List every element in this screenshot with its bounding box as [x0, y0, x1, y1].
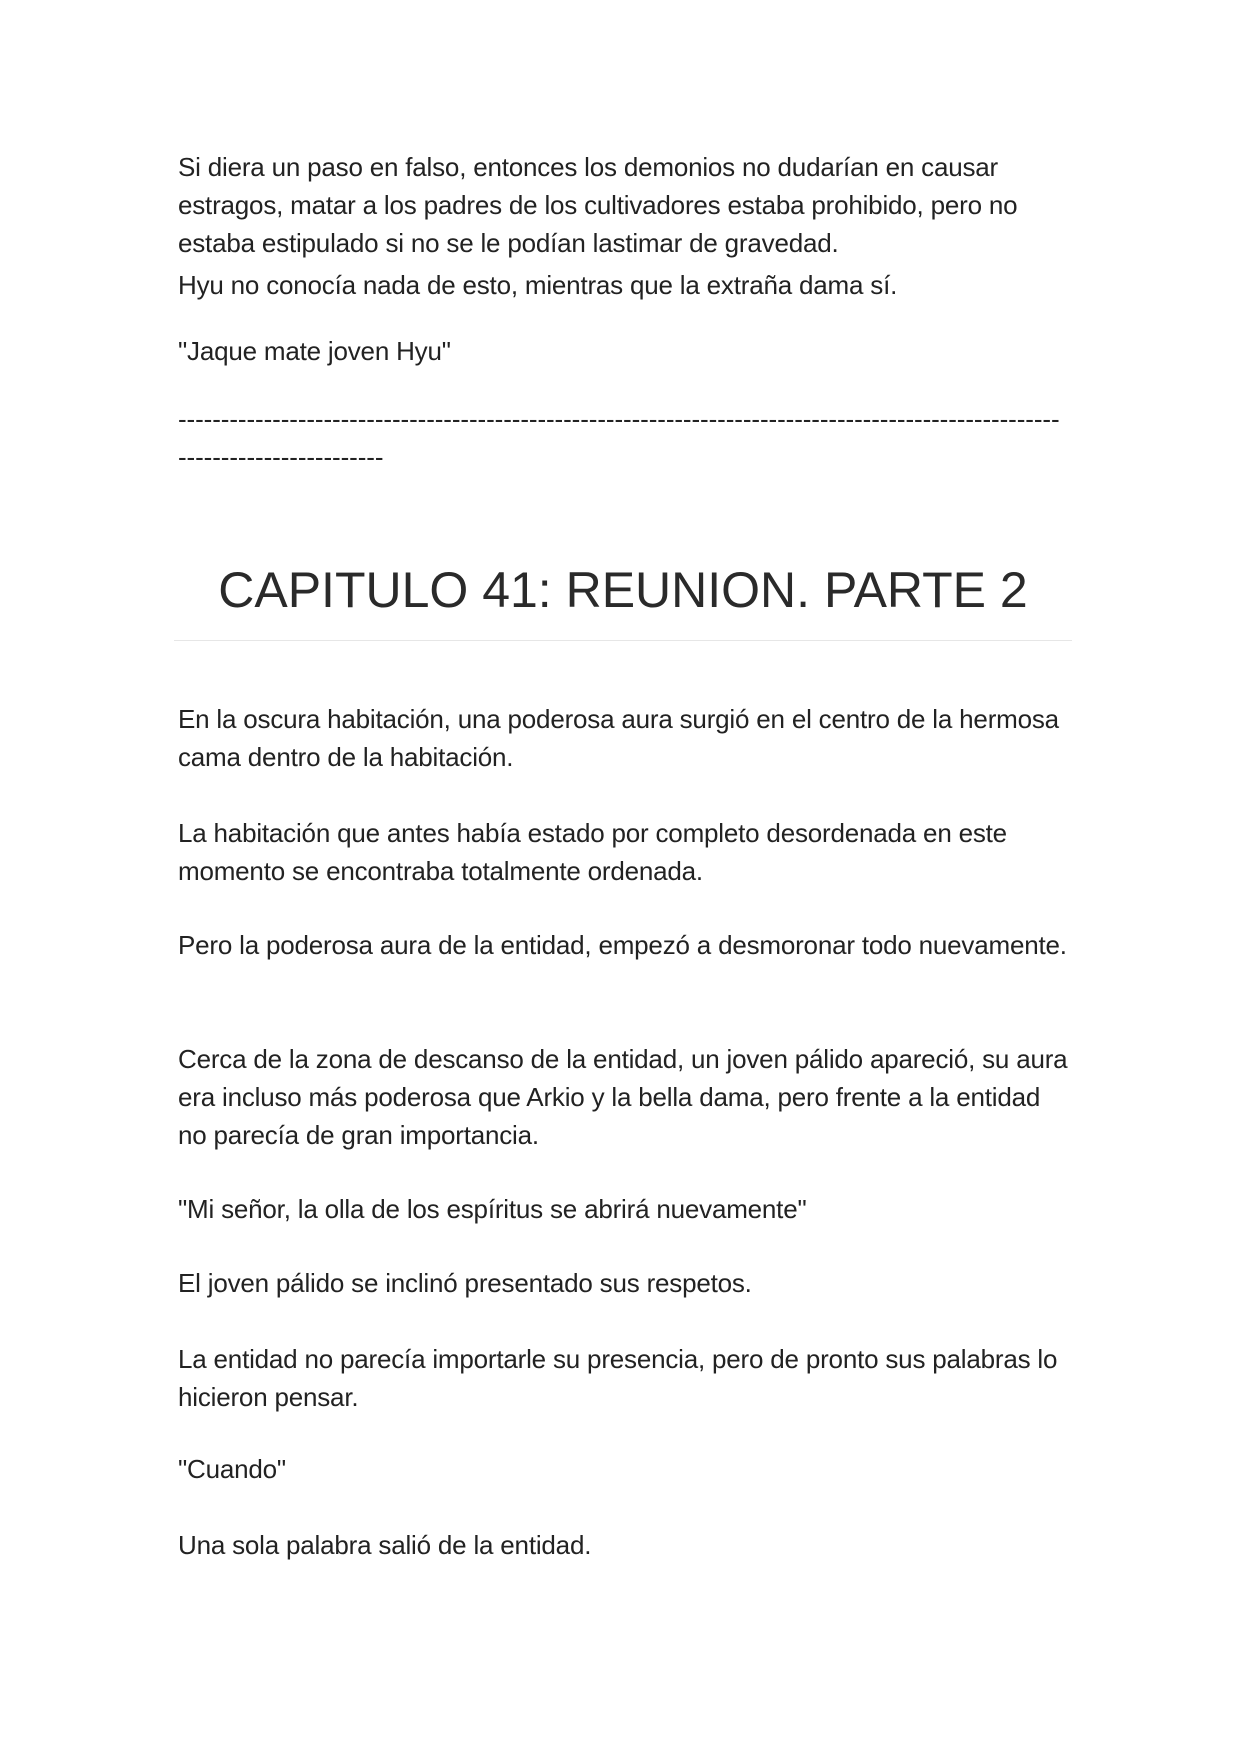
paragraph-spirit-pot-quote: "Mi señor, la olla de los espíritus se abrirá nuevamente": [178, 1194, 807, 1224]
paragraph-room-order: La habitación que antes había estado por completo desordenada en este momento se encontraba totalmente ordenada.: [178, 818, 1007, 886]
paragraph-entity-indifferent: La entidad no parecía importarle su presencia, pero de pronto sus palabras lo hicieron pensar.: [178, 1344, 1058, 1412]
paragraph-aura-crumble: Pero la poderosa aura de la entidad, empezó a desmoronar todo nuevamente.: [178, 930, 1067, 960]
title-divider: [174, 640, 1072, 641]
paragraph-checkmate-quote: "Jaque mate joven Hyu": [178, 336, 451, 366]
paragraph-when-quote: "Cuando": [178, 1454, 286, 1484]
paragraph-bow: El joven pálido se inclinó presentado sus respetos.: [178, 1268, 752, 1298]
section-separator: -------------------------------------------------------------------------------------------------------------------------------: [178, 404, 1060, 472]
paragraph-single-word: Una sola palabra salió de la entidad.: [178, 1530, 592, 1560]
paragraph-dark-room: En la oscura habitación, una poderosa aura surgió en el centro de la hermosa cama dentro de la habitación.: [178, 704, 1059, 772]
paragraph-misstep: Si diera un paso en falso, entonces los demonios no dudarían en causar estragos, matar a los padres de los cultivadores estaba prohibido, pero no estaba estipulado si no se le podían lastimar de gravedad.: [178, 152, 1018, 258]
paragraph-pale-youth: Cerca de la zona de descanso de la entidad, un joven pálido apareció, su aura era incluso más poderosa que Arkio y la bella dama, pero frente a la entidad no parecía de gran importancia.: [178, 1044, 1068, 1150]
chapter-title: CAPITULO 41: REUNION. PARTE 2: [218, 562, 1028, 618]
paragraph-hyu-unaware: Hyu no conocía nada de esto, mientras que la extraña dama sí.: [178, 270, 898, 300]
